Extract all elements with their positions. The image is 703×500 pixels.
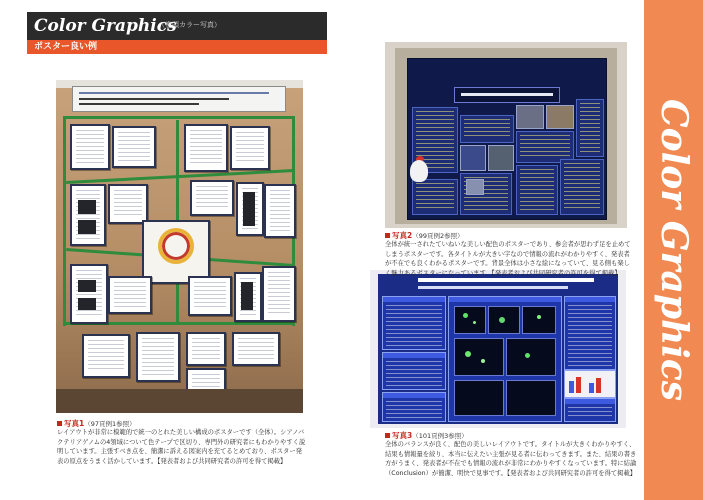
poster-sheet: [232, 332, 280, 366]
microscopy-image: [454, 306, 486, 334]
poster-image: [546, 105, 574, 129]
caption-1-ref: （97頁例1参照）: [84, 420, 136, 428]
poster-panel-experimental: [382, 352, 446, 390]
poster-image: [488, 145, 514, 171]
caption-3-text: 全体のバランスが良く、配色の美しいレイアウトです。タイトルが大きくわかりやすく、結果も情報量を絞り、本当に伝えたい主張が見る者に伝わってきます。また、結果の書き方がうまく、発表者が不在でも情報の流れが非常にわかりやすくなっています。特に結論（Conclusion）が簡潔、明快で見事です。【発表者および共同研究者の許可を得て掲載】: [385, 441, 637, 477]
photo-1-corkboard: [56, 80, 303, 413]
poster-sheet: [70, 184, 106, 246]
green-tape: [63, 116, 66, 326]
photo-2-dark-poster: [385, 42, 627, 228]
poster-sheet: [108, 184, 148, 224]
poster-panel: [560, 159, 604, 215]
poster-image: [460, 145, 486, 171]
poster-sheet: [236, 182, 264, 236]
caption-2-label: 写真2: [392, 231, 413, 240]
poster-panel-right: [564, 296, 616, 370]
poster-sheet: [136, 332, 180, 382]
caption-2-ref: （99頁例2参照）: [412, 232, 464, 240]
poster-panel-acknowledgments: [564, 398, 616, 422]
poster-sheet: [70, 124, 110, 170]
page-title: Color Graphics: [34, 16, 177, 36]
poster-sheet: [70, 264, 108, 324]
poster-panel: [412, 179, 458, 215]
green-tape: [64, 116, 294, 119]
poster-panel-introduction: [382, 296, 446, 350]
poster-sheet: [190, 180, 234, 216]
microscopy-image: [522, 306, 556, 334]
poster-sheet: [188, 276, 232, 316]
microscopy-image: [506, 338, 556, 376]
poster-sheet: [184, 124, 228, 172]
poster-sheet: [264, 184, 296, 238]
circular-genome-figure: [158, 228, 194, 264]
caption-3-label: 写真3: [392, 431, 413, 440]
poster-authors-line: [418, 286, 568, 289]
poster-sheet: [234, 272, 262, 322]
poster-image: [516, 105, 544, 129]
microscopy-image: [454, 338, 504, 376]
floor: [56, 389, 303, 413]
microscopy-image: [488, 306, 520, 334]
poster-title-box: [454, 87, 560, 103]
microscopy-image: [506, 380, 556, 416]
caption-2-text: 全体が統一されたていねいな美しい配色のポスターであり、参会者が思わず足を止めてしまうポスターです。各タイトルが大きい字なので情報の流れがわかりやすく、発表者が不在でも良くわかるポスターです。背景全体は小さな絵になっていて、見る側も楽しく魅力あるポスターになっています。【発表者および共同研究者の許可を得て掲載】: [385, 241, 631, 277]
poster: [407, 58, 607, 220]
caption-marker: [385, 233, 390, 238]
poster-panel-conclusion: [382, 392, 446, 422]
poster: [378, 274, 618, 424]
caption-1-label: 写真1: [64, 419, 85, 428]
caption-marker: [385, 433, 390, 438]
poster-panel-charts: [564, 370, 616, 398]
photo-3-blue-poster: [370, 270, 626, 428]
poster-panel: [460, 115, 514, 143]
poster-sheet: [108, 276, 152, 314]
page-subtitle: （巻頭カラー写真）: [158, 21, 221, 29]
poster-sheet: [82, 334, 130, 378]
poster-image: [466, 179, 484, 195]
poster-panel: [576, 99, 604, 157]
poster-sheet: [186, 332, 226, 366]
caption-3-ref: （101頁例3参照）: [412, 432, 468, 440]
poster-title-line: [418, 278, 594, 282]
microscopy-image: [454, 380, 504, 416]
poster-panel: [516, 165, 558, 215]
poster-sheet: [262, 266, 296, 322]
poster-sheet: [112, 126, 156, 168]
section-heading: ポスター良い例: [34, 42, 98, 52]
poster-banner: [72, 86, 286, 112]
caption-1-text: レイアウトが非常に模範的で統一のとれた美しい構成のポスターです（全体）。シアノバクテリアゲノムの4領域について色テープで区切り、専門外の研究者にもわかりやすく説明しています。主張すべき点を、簡潔に訴える図案内を充てるとめており、ポスター発表の原点をうまく活かしています。【発表者および共同研究者の許可を得て掲載】: [57, 429, 306, 465]
chicken-illustration: [410, 160, 428, 182]
caption-marker: [57, 421, 62, 426]
side-band-title: Color Graphics: [653, 98, 695, 402]
poster-sheet: [230, 126, 270, 170]
